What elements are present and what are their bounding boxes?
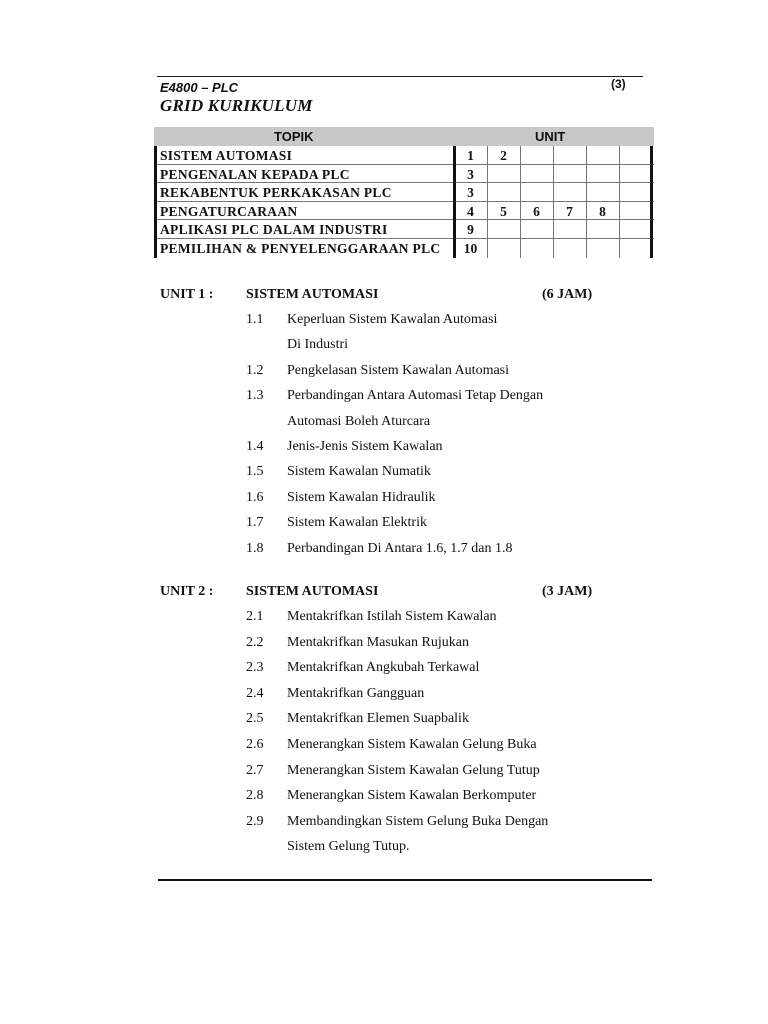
item-text: Di Industri xyxy=(287,337,349,353)
grid-unit-cell: 6 xyxy=(533,203,540,219)
item-number: 2.2 xyxy=(246,634,264,650)
item-number: 1.8 xyxy=(246,540,264,556)
grid-row xyxy=(154,202,654,221)
item-number: 1.3 xyxy=(246,388,264,404)
item-text: Keperluan Sistem Kawalan Automasi xyxy=(287,312,498,327)
grid-border-left xyxy=(154,146,157,258)
item-text: Menerangkan Sistem Kawalan Gelung Buka xyxy=(287,737,537,752)
unit2-label: UNIT 2 : xyxy=(160,584,214,599)
grid-divider xyxy=(453,146,456,258)
grid-row xyxy=(154,220,654,239)
grid-topic: PEMILIHAN & PENYELENGGARAAN PLC xyxy=(160,240,441,256)
grid-unit-cell: 10 xyxy=(463,240,478,256)
grid-unit-cell: 7 xyxy=(566,203,573,219)
grid-unit-cell: 2 xyxy=(500,148,507,163)
grid-row xyxy=(154,183,654,202)
item-text: Mentakrifkan Istilah Sistem Kawalan xyxy=(287,609,497,624)
item-text: Perbandingan Antara Automasi Tetap Dengan xyxy=(287,388,544,404)
item-text: Mentakrifkan Angkubah Terkawal xyxy=(287,660,480,676)
item-number: 2.3 xyxy=(246,660,264,676)
grid-col-line xyxy=(520,146,521,258)
grid-unit-cell: 9 xyxy=(467,222,474,238)
unit1-title: SISTEM AUTOMASI xyxy=(246,287,379,302)
item-number: 1.4 xyxy=(246,439,264,454)
item-text: Jenis-Jenis Sistem Kawalan xyxy=(287,439,443,454)
item-number: 2.4 xyxy=(246,685,264,701)
footer-rule xyxy=(158,879,652,881)
unit2-title: SISTEM AUTOMASI xyxy=(246,584,379,599)
unit2-hours: (3 JAM) xyxy=(542,584,593,599)
unit1-label: UNIT 1 : xyxy=(160,287,214,302)
item-text: Membandingkan Sistem Gelung Buka Dengan xyxy=(287,813,549,829)
item-number: 2.6 xyxy=(246,737,264,752)
item-number: 1.7 xyxy=(246,515,264,531)
grid-col-line xyxy=(619,146,620,258)
item-number: 1.6 xyxy=(246,489,264,505)
item-text: Menerangkan Sistem Kawalan Gelung Tutup xyxy=(287,762,540,778)
grid-unit-cell: 5 xyxy=(500,203,507,219)
grid-unit-cell: 3 xyxy=(467,166,474,182)
grid-unit-cell: 4 xyxy=(467,203,474,219)
grid-row xyxy=(154,165,654,184)
grid-header-unit: UNIT xyxy=(535,129,566,144)
page-number: (3) xyxy=(611,77,626,91)
grid-col-line xyxy=(553,146,554,258)
curriculum-grid xyxy=(154,127,654,258)
item-text: Mentakrifkan Gangguan xyxy=(287,685,425,701)
item-number: 2.5 xyxy=(246,711,264,727)
grid-topic: REKABENTUK PERKAKASAN PLC xyxy=(160,185,392,201)
item-number: 1.5 xyxy=(246,464,264,480)
item-text: Sistem Kawalan Hidraulik xyxy=(287,489,436,505)
item-text: Sistem Kawalan Numatik xyxy=(287,464,431,480)
item-text: Automasi Boleh Aturcara xyxy=(287,413,431,429)
grid-topic: PENGENALAN KEPADA PLC xyxy=(160,166,350,182)
grid-unit-cell: 8 xyxy=(599,203,606,219)
course-code: E4800 – PLC xyxy=(160,80,239,95)
grid-header-topik: TOPIK xyxy=(274,129,314,144)
item-text: Mentakrifkan Elemen Suapbalik xyxy=(287,711,469,727)
grid-topic: SISTEM AUTOMASI xyxy=(160,148,293,163)
unit1-hours: (6 JAM) xyxy=(542,287,593,302)
item-text: Menerangkan Sistem Kawalan Berkomputer xyxy=(287,788,537,804)
grid-topic: APLIKASI PLC DALAM INDUSTRI xyxy=(160,222,388,238)
grid-unit-cell: 1 xyxy=(467,148,474,163)
item-text: Mentakrifkan Masukan Rujukan xyxy=(287,634,469,650)
grid-border-right xyxy=(650,146,653,258)
grid-body xyxy=(154,146,654,258)
item-text: Sistem Gelung Tutup. xyxy=(287,839,410,855)
item-number: 1.1 xyxy=(246,312,264,327)
item-text: Sistem Kawalan Elektrik xyxy=(287,515,427,531)
item-number: 1.2 xyxy=(246,362,264,378)
item-number: 2.8 xyxy=(246,788,264,804)
grid-row xyxy=(154,239,654,258)
page-title: GRID KURIKULUM xyxy=(160,96,313,115)
header-rule xyxy=(157,76,643,77)
grid-topic: PENGATURCARAAN xyxy=(160,203,298,219)
item-number: 2.9 xyxy=(246,813,264,829)
grid-col-line xyxy=(586,146,587,258)
item-number: 2.7 xyxy=(246,762,264,778)
grid-unit-cell: 3 xyxy=(467,185,474,201)
item-number: 2.1 xyxy=(246,609,264,624)
item-text: Perbandingan Di Antara 1.6, 1.7 dan 1.8 xyxy=(287,540,513,556)
item-text: Pengkelasan Sistem Kawalan Automasi xyxy=(287,362,510,378)
grid-header xyxy=(154,127,654,146)
grid-row xyxy=(154,146,654,165)
grid-col-line xyxy=(487,146,488,258)
